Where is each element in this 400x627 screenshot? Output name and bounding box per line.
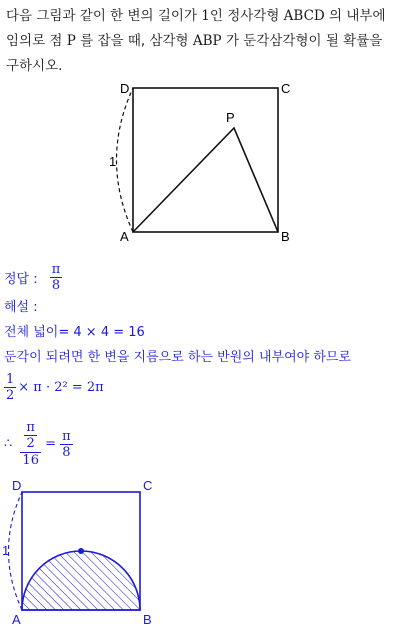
label-a: A [120,229,129,244]
figure-semicircle [0,470,400,627]
solution-result: ∴ $\frac{\frac{\pi}{2}}{16}$ = $\frac{\pi}{8}$ [4,420,71,468]
dashed-side-arc [117,88,134,232]
side-length-label-2: 1 [2,543,10,558]
solution-sentence: 둔각이 되려면 한 변을 지름으로 하는 반원의 내부여야 하므로 [4,350,352,365]
solution-half-circle-area: $\frac{1}{2}$ × π · 2² = 2π [6,372,104,403]
label-b: B [281,229,290,244]
inner-fraction: $\frac{\pi}{2}$ [26,420,35,451]
half-fraction: $\frac{1}{2}$ [6,372,15,403]
answer-label: 정답 : [4,272,38,287]
label-d: D [120,81,130,96]
label-b-2: B [143,612,152,627]
dashed-side-arc-2 [9,492,23,610]
label-d-2: D [12,478,22,493]
therefore-symbol: ∴ [4,436,13,452]
label-c-2: C [143,478,153,493]
solution-label: 해설 : [4,300,38,315]
solution-total-area: 전체 넓이= 4 × 4 = 16 [4,325,145,340]
semicircle-top-point [78,548,84,554]
answer-fraction: $\frac{\pi}{8}$ [51,262,61,293]
label-p: P [226,110,235,125]
triangle-abp [133,128,278,232]
side-length-label: 1 [109,154,117,169]
label-c: C [281,81,291,96]
question-line-3: 구하시오. [6,58,63,74]
question-line-2: 임의로 점 P 를 잡을 때, 삼각형 ABP 가 둔각삼각형이 될 확률을 [6,33,383,49]
hatched-semicircle [22,551,140,610]
answer-line [4,262,62,293]
figure-square-triangle [0,0,400,260]
result-fraction: $\frac{\pi}{8}$ [62,428,71,460]
label-a-2: A [12,612,21,627]
complex-fraction: $\frac{\frac{\pi}{2}}{16}$ [22,420,39,468]
question-line-1: 다음 그림과 같이 한 변의 길이가 1인 정사각형 ABCD 의 내부에 [6,8,386,24]
